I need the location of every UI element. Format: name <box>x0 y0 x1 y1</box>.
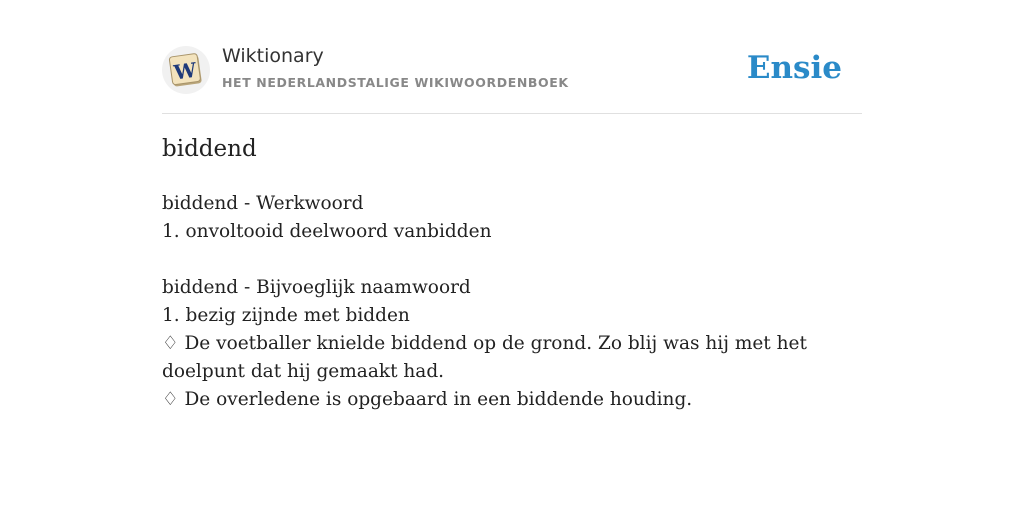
site-header <box>162 0 862 114</box>
ensie-brand-link[interactable]: Ensie <box>746 50 842 86</box>
section-spacer <box>162 246 852 274</box>
wiktionary-logo-icon[interactable] <box>162 46 210 94</box>
logo-letter: W <box>172 57 198 85</box>
site-name[interactable]: Wiktionary <box>222 45 324 67</box>
definition-bijvoeglijk-naamwoord: 1. bezig zijnde met bidden <box>162 305 410 326</box>
definition-link-bidden[interactable]: bidden <box>427 221 492 242</box>
entry-body <box>162 190 852 414</box>
section-heading-bijvoeglijk-naamwoord: biddend - Bijvoeglijk naamwoord <box>162 277 471 298</box>
example-sentence: ♢ De voetballer knielde biddend op de grond. Zo blij was hij met het doelpunt dat hij gemaakt had. <box>162 333 807 382</box>
definition-prefix: 1. onvoltooid deelwoord van <box>162 221 428 242</box>
section-heading-werkwoord: biddend - Werkwoord <box>162 193 364 214</box>
page-title: biddend <box>162 136 257 162</box>
page-container <box>162 0 862 410</box>
definition-werkwoord <box>162 218 852 246</box>
example-sentence: ♢ De overledene is opgebaard in een biddende houding. <box>162 389 693 410</box>
site-tagline: HET NEDERLANDSTALIGE WIKIWOORDENBOEK <box>222 75 569 90</box>
